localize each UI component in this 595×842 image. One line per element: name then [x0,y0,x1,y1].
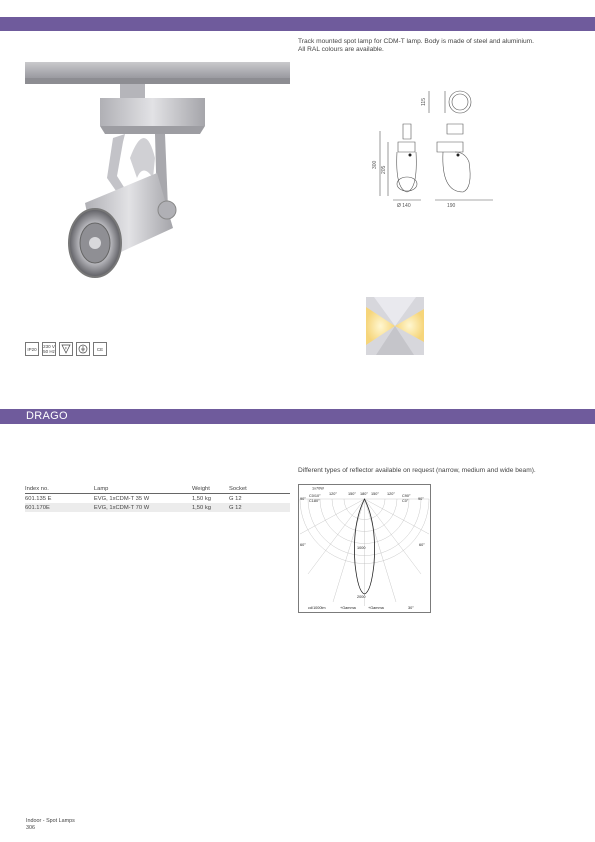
dimension-drawing [355,84,505,214]
polar-right-label-2: C0° [402,499,409,503]
col-index: Index no. [25,484,94,494]
cell-index: 601.170E [25,503,94,512]
col-socket: Socket [229,484,290,494]
page-number: 306 [26,824,35,831]
voltage-icon: 230 V 50 Hz [43,344,55,354]
polar-top-right: 90° [418,497,424,501]
cell-weight: 1,50 kg [192,503,229,512]
dim-diameter: Ø 140 [397,203,411,209]
dim-height-outer: 300 [372,160,378,169]
col-weight: Weight [192,484,229,494]
polar-side-left: 60° [300,543,306,547]
cell-socket: G 12 [229,495,242,502]
polar-value-1: 1000 [357,546,366,550]
beam-spread-icon [366,297,424,355]
reflector-note: Different types of reflector available on request (narrow, medium and wide beam). [298,467,536,474]
symbol-row [25,342,107,356]
spec-table [25,484,290,512]
col-lamp: Lamp [94,484,192,494]
polar-unit: 1x70W [312,486,324,491]
table-row [25,503,290,512]
dim-height-inner: 205 [381,165,387,174]
polar-value-2: 2000 [357,595,366,599]
cell-weight: 1,50 kg [191,495,211,502]
dim-top-height: 115 [421,98,427,106]
polar-right-label-1: C90° [402,494,411,498]
cell-lamp: EVG, 1xCDM-T 70 W [94,503,192,512]
polar-side-right: 60° [419,543,425,547]
header-band [0,17,595,31]
product-description: Track mounted spot lamp for CDM-T lamp. Body is made of steel and aluminium. All RAL colours are available. [298,38,535,54]
product-photo [25,58,290,328]
polar-angle: 150° [348,492,356,496]
polar-top-left: 90° [300,497,306,501]
cell-socket: G 12 [229,503,290,512]
dim-depth: 190 [447,203,456,209]
earth-icon [76,342,90,356]
title-band [0,409,595,424]
polar-angle: 150° [371,492,379,496]
polar-bottom-4: 30° [408,606,414,610]
table-row [25,494,290,504]
polar-left-label-1: C0/10° [309,494,321,498]
f-mark-text: F [65,346,68,351]
cell-index: 601.135 E [25,495,52,502]
polar-bottom-1: cd/1000lm [308,606,326,610]
polar-bottom-2: +Gamma [340,606,356,610]
table-header-row [25,484,290,494]
polar-angle: 180° [360,492,368,496]
f-mark-icon [59,342,73,356]
polar-angle: 120° [387,492,395,496]
cell-lamp: EVG, 1xCDM-T 35 W [93,495,150,502]
polar-left-label-2: C180° [309,499,320,503]
polar-bottom-3: +Gamma [368,606,384,610]
page-footer [26,818,75,831]
ce-mark-icon: CE [93,342,107,356]
product-title: DRAGO [26,410,68,422]
footer-category: Indoor - Spot Lamps [26,818,75,824]
ip-rating-icon: IP20 [25,342,39,356]
polar-diagram [298,484,431,613]
polar-angle: 120° [329,492,337,496]
